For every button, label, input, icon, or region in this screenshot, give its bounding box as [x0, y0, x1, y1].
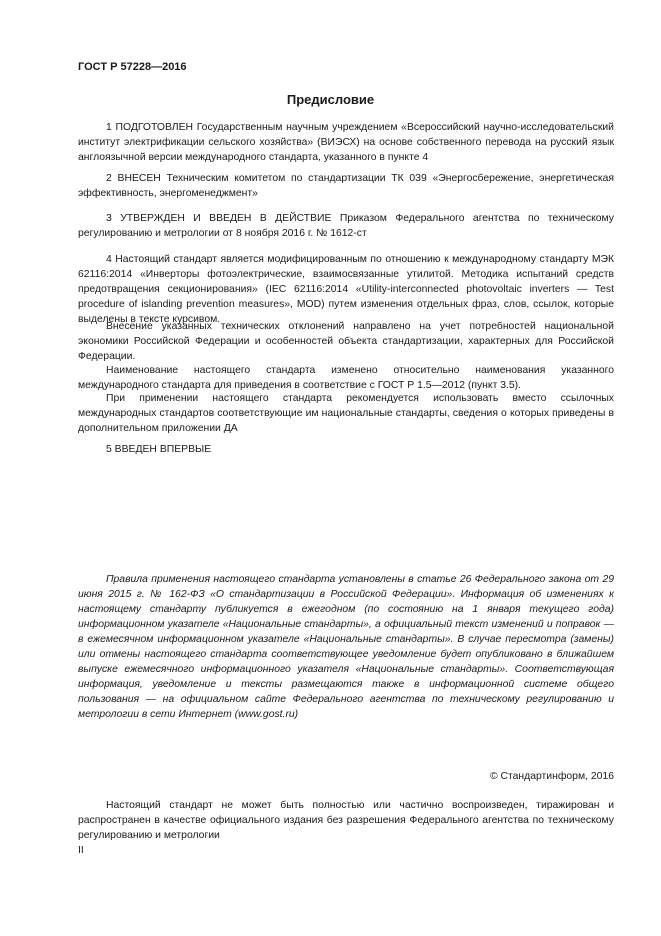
paragraph-4-references: При применении настоящего стандарта рекомендуется использовать вместо ссылочных международных стандартов соответствующие им национальные стандарты, сведения о которых приведены в дополнительном приложении ДА	[78, 393, 614, 434]
copyright: © Стандартинформ, 2016	[489, 771, 614, 782]
paragraph-1-prepared: 1 ПОДГОТОВЛЕН Государственным научным учреждением «Всероссийский научно-исследовательский институт электрификации сельского хозяйства» (ВИЭСХ) на основе собственного перевода на русский язык англоязычной версии международного стандарта, указанного в пункте 4	[78, 122, 614, 163]
page-number: II	[78, 845, 84, 856]
paragraph-5-first-introduced: 5 ВВЕДЕН ВПЕРВЫЕ	[106, 444, 212, 455]
paragraph-4-modification: 4 Настоящий стандарт является модифицированным по отношению к международному стандарту МЭК 62116:2014 «Инверторы фотоэлектрические, взаимосвязанные утилитой. Методика испытаний средств предотвращения секционирования» (IEC 62116:2014 «Utility-interconnected photovoltaic inverters — Test procedure of islanding prevention measures», MOD) путем изменения отдельных фраз, слов, ссылок, которые выделены в тексте курсивом.	[78, 254, 614, 325]
reproduction-notice: Настоящий стандарт не может быть полностью или частично воспроизведен, тиражирован и распространен в качестве официального издания без разрешения Федерального агентства по техническому регулированию и метрологии	[78, 800, 614, 841]
paragraph-4-deviations: Внесение указанных технических отклонений направлено на учет потребностей национальной экономики Российской Федерации и особенностей объекта стандартизации, характерных для Российской Федерации.	[78, 321, 614, 362]
document-header-code: ГОСТ Р 57228—2016	[78, 61, 187, 73]
paragraph-3-approved: 3 УТВЕРЖДЕН И ВВЕДЕН В ДЕЙСТВИЕ Приказом Федерального агентства по техническому регулированию и метрологии от 8 ноября 2016 г. № 1612-ст	[78, 213, 614, 239]
rules-notice: Правила применения настоящего стандарта установлены в статье 26 Федерального закона от 29 июня 2015 г. № 162-ФЗ «О стандартизации в Российской Федерации». Информация об изменениях к настоящему стандарту публикуется в ежегодном (по состоянию на 1 января текущего года) информационном указателе «Национальные стандарты», а официальный текст изменений и поправок — в ежемесячном информационном указателе «Национальные стандарты». В случае пересмотра (замены) или отмены настоящего стандарта соответствующее уведомление будет опубликовано в ближайшем выпуске ежемесячного информационного указателя «Национальные стандарты». Соответствующая информация, уведомление и тексты размещаются также в информационной системе общего пользования — на официальном сайте Федерального агентства по техническому регулированию и метрологии в сети Интернет (www.gost.ru)	[78, 574, 614, 720]
paragraph-4-name-change: Наименование настоящего стандарта изменено относительно наименования указанного международного стандарта для приведения в соответствие с ГОСТ Р 1.5—2012 (пункт 3.5).	[78, 365, 614, 391]
paragraph-2-submitted: 2 ВНЕСЕН Техническим комитетом по стандартизации ТК 039 «Энергосбережение, энергетическая эффективность, энергоменеджмент»	[78, 173, 614, 199]
page-title: Предисловие	[286, 92, 375, 107]
